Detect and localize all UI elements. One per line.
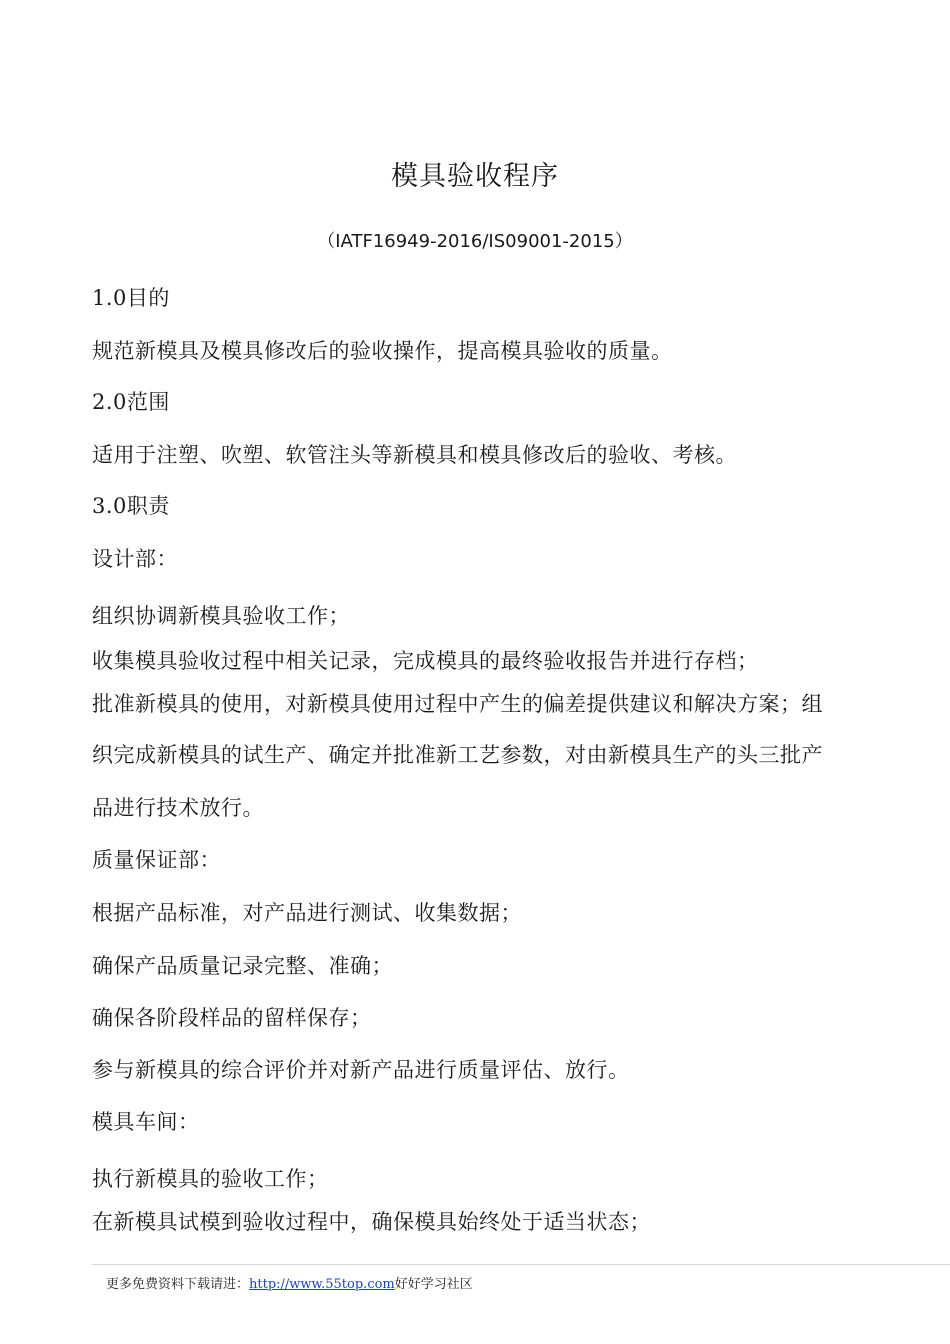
section-heading-responsibilities: 3.0职责 <box>92 494 170 518</box>
footer-divider <box>92 1264 950 1265</box>
list-item: 在新模具试模到验收过程中，确保模具始终处于适当状态； <box>92 1210 651 1234</box>
list-item: 参与新模具的综合评价并对新产品进行质量评估、放行。 <box>92 1058 630 1082</box>
list-item: 组织协调新模具验收工作； <box>92 604 350 628</box>
department-label-quality: 质量保证部： <box>92 848 221 872</box>
section-heading-scope: 2.0范围 <box>92 390 170 414</box>
list-item: 确保各阶段样品的留样保存； <box>92 1006 372 1030</box>
department-label-mold-workshop: 模具车间： <box>92 1110 200 1134</box>
list-item-continued: 品进行技术放行。 <box>92 796 264 820</box>
footer <box>106 1275 473 1295</box>
list-item-continued: 织完成新模具的试生产、确定并批准新工艺参数，对由新模具生产的头三批产 <box>92 743 823 767</box>
list-item: 确保产品质量记录完整、准确； <box>92 954 393 978</box>
paragraph-scope: 适用于注塑、吹塑、软管注头等新模具和模具修改后的验收、考核。 <box>92 443 737 467</box>
department-label-design: 设计部： <box>92 547 178 571</box>
paragraph-purpose: 规范新模具及模具修改后的验收操作，提高模具验收的质量。 <box>92 339 673 363</box>
document-subtitle: （IATF16949-2016/IS09001-2015） <box>317 231 633 252</box>
footer-prefix: 更多免费资料下载请进： <box>106 1277 250 1292</box>
list-item: 执行新模具的验收工作； <box>92 1167 329 1191</box>
footer-link[interactable]: http://www.55top.com <box>249 1277 395 1292</box>
list-item: 批准新模具的使用，对新模具使用过程中产生的偏差提供建议和解决方案；组 <box>92 692 823 716</box>
document-title: 模具验收程序 <box>391 161 559 192</box>
section-heading-purpose: 1.0目的 <box>92 286 170 310</box>
list-item: 根据产品标准，对产品进行测试、收集数据； <box>92 901 522 925</box>
list-item: 收集模具验收过程中相关记录，完成模具的最终验收报告并进行存档； <box>92 649 759 673</box>
footer-suffix: 好好学习社区 <box>394 1277 473 1292</box>
